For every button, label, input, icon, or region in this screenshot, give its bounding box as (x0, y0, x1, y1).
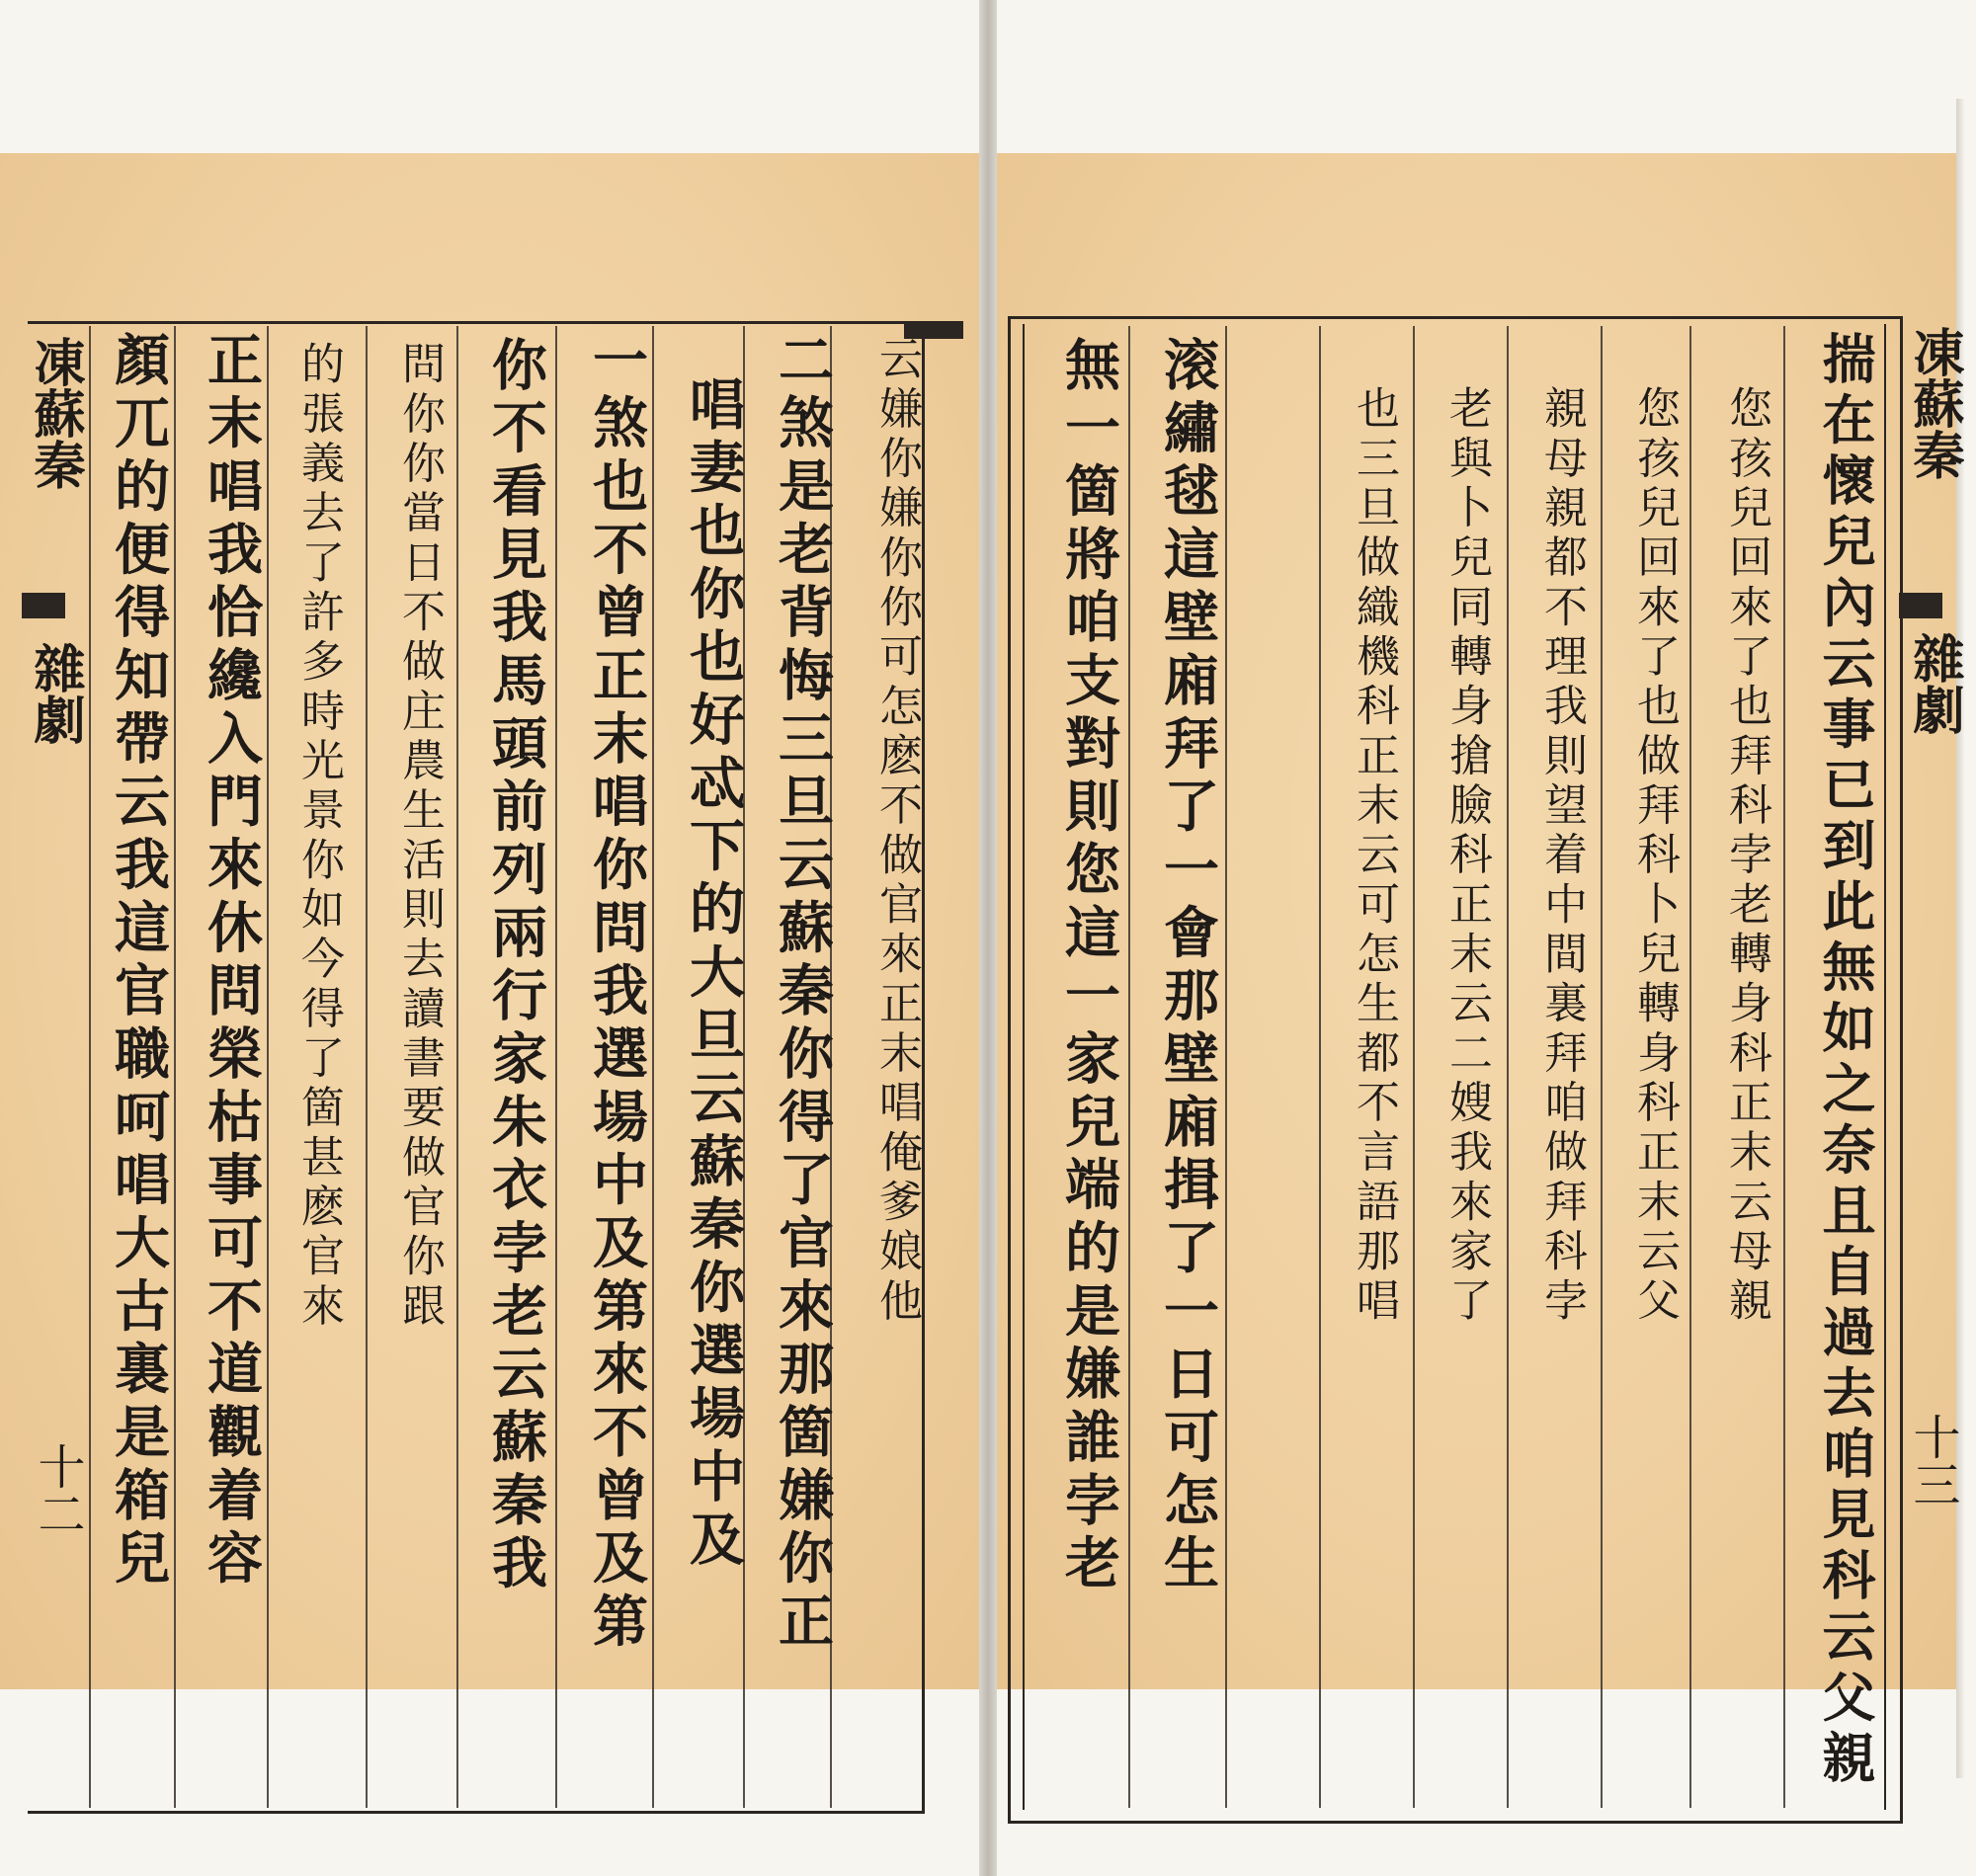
fishtail-mark (1899, 593, 1942, 618)
left-page-heading: 凍蘇秦 (25, 336, 85, 490)
text-column: 一煞也不曾正末唱你問我選場中及第來不曾及第 (584, 331, 649, 1656)
right-page-heading: 凍蘇秦 (1904, 326, 1964, 480)
text-column: 顏兀的便得知帶云我這官職呵唱大古裏是箱兒 (106, 331, 171, 1592)
column-rule (1601, 326, 1603, 1808)
book-gutter (979, 0, 997, 1876)
text-column: 唱妻也你也好忒下的大旦云蘇秦你選場中及 (681, 375, 746, 1574)
text-column: 滚繡毬這壁廂拜了一會那壁廂揖了一日可怎生 (1155, 336, 1220, 1597)
right-page-subheading: 雜劇 (1904, 632, 1964, 735)
column-rule (555, 326, 557, 1808)
text-column: 正末唱我恰纔入門來休問榮枯事可不道觀着容 (199, 331, 264, 1592)
left-page-number: 十二 (30, 1442, 85, 1537)
text-column: 問你你當日不做庄農生活則去讀書要做官你跟 (394, 341, 445, 1333)
text-column: 二煞是老背悔三旦云蘇秦你得了官來那箇嫌你正 (770, 331, 835, 1656)
text-column: 無一箇將咱支對則您這一家兒端的是嫌誰孛老 (1056, 336, 1121, 1597)
text-column: 老與卜兒同轉身搶臉科正末云二嫂我來家了 (1441, 385, 1492, 1328)
text-column: 您孩兒回來了也拜科孛老轉身科正末云母親 (1721, 385, 1771, 1328)
column-rule (89, 326, 91, 1808)
right-page-number: 十三 (1905, 1413, 1960, 1508)
text-column: 云嫌你嫌你你可怎麽不做官來正末唱俺爹娘他 (871, 336, 922, 1328)
text-column: 親母親都不理我則望着中間裏拜咱做拜科孛 (1536, 385, 1587, 1328)
column-rule (1689, 326, 1691, 1808)
column-rule (366, 326, 368, 1808)
text-column: 您孩兒回來了也做拜科卜兒轉身科正末云父 (1629, 385, 1680, 1328)
column-rule (1783, 326, 1785, 1808)
text-column: 你不看見我馬頭前列兩行家朱衣孛老云蘇秦我 (483, 336, 548, 1597)
text-column: 揣在懷兒內云事已到此無如之奈且自過去咱見科云父親 (1814, 331, 1877, 1791)
column-rule (1507, 326, 1509, 1808)
fishtail-mark (22, 593, 65, 618)
text-column: 的張義去了許多時光景你如今得了箇甚麽官來 (293, 341, 344, 1333)
column-rule (1128, 326, 1130, 1808)
text-column: 也三旦做織機科正末云可怎生都不言語那唱 (1349, 385, 1399, 1328)
left-page-subheading: 雜劇 (25, 642, 85, 745)
column-rule (1319, 326, 1321, 1808)
column-rule (456, 326, 458, 1808)
column-rule (1413, 326, 1415, 1808)
